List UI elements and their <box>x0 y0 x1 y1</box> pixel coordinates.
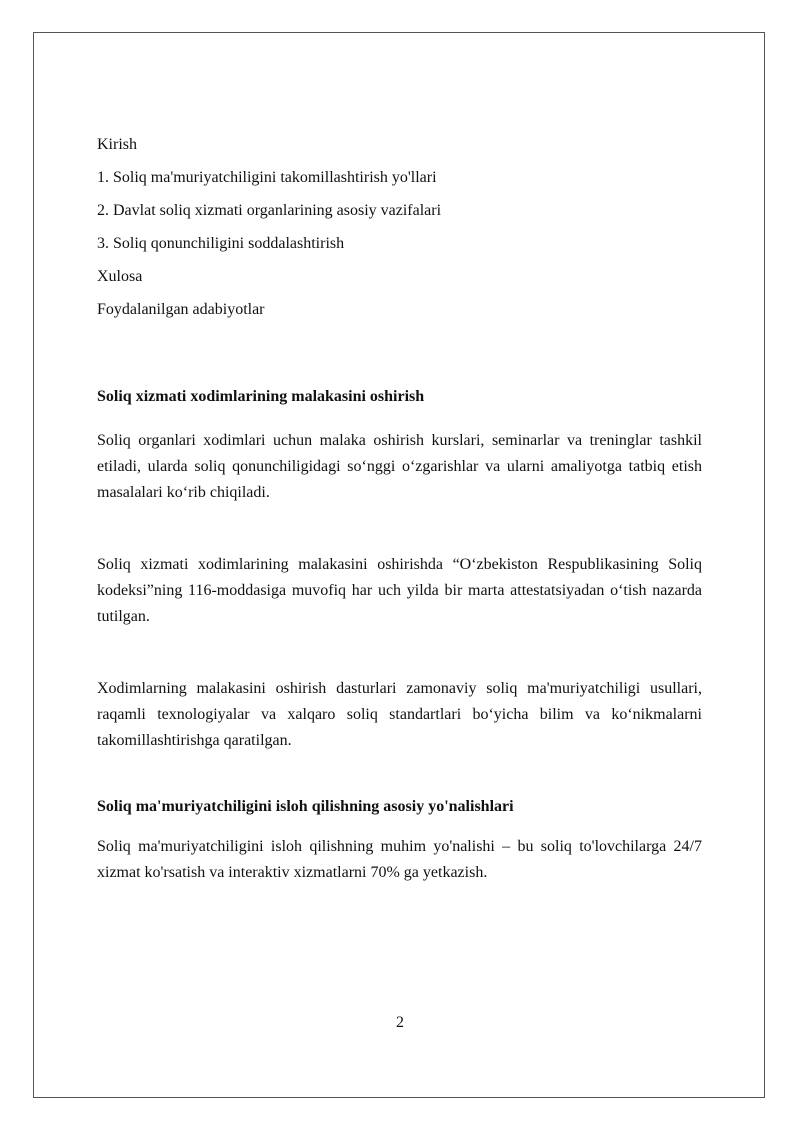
page-number: 2 <box>396 1014 404 1031</box>
document-body <box>97 128 702 886</box>
paragraph: Soliq xizmati xodimlarining malakasini oshirishda “O‘zbekiston Respublikasining Soliq kodeksi”ning 116-moddasiga muvofiq har uch yilda bir marta attestatsiyadan o‘tish nazarda tutilgan. <box>97 556 702 625</box>
toc-item-3: 3. Soliq qonunchiligini soddalashtirish <box>97 235 345 252</box>
toc-item-references: Foydalanilgan adabiyotlar <box>97 301 265 318</box>
table-of-contents <box>97 128 702 326</box>
paragraph: Xodimlarning malakasini oshirish dasturlari zamonaviy soliq ma'muriyatchiligi usullari, raqamli texnologiyalar va xalqaro soliq standartlari bo‘yicha bilim va ko‘nikmalarni takomillashtirishga qaratilgan. <box>97 680 702 749</box>
section-heading-qualification: Soliq xizmati xodimlarining malakasini oshirish <box>97 388 425 405</box>
section-heading-reform: Soliq ma'muriyatchiligini isloh qilishning asosiy yo'nalishlari <box>97 798 514 815</box>
toc-item-intro: Kirish <box>97 136 137 153</box>
toc-item-conclusion: Xulosa <box>97 268 143 285</box>
toc-item-2: 2. Davlat soliq xizmati organlarining asosiy vazifalari <box>97 202 442 219</box>
toc-item-1: 1. Soliq ma'muriyatchiligini takomillashtirish yo'llari <box>97 169 437 186</box>
paragraph: Soliq organlari xodimlari uchun malaka oshirish kurslari, seminarlar va treninglar tashkil etiladi, ularda soliq qonunchiligidagi so‘nggi o‘zgarishlar va ularni amaliyotga tatbiq etish masalalari ko‘rib chiqiladi. <box>97 432 702 501</box>
paragraph: Soliq ma'muriyatchiligini isloh qilishning muhim yo'nalishi – bu soliq to'lovchilarga 24/7 xizmat ko'rsatish va interaktiv xizmatlarni 70% ga yetkazish. <box>97 838 702 881</box>
